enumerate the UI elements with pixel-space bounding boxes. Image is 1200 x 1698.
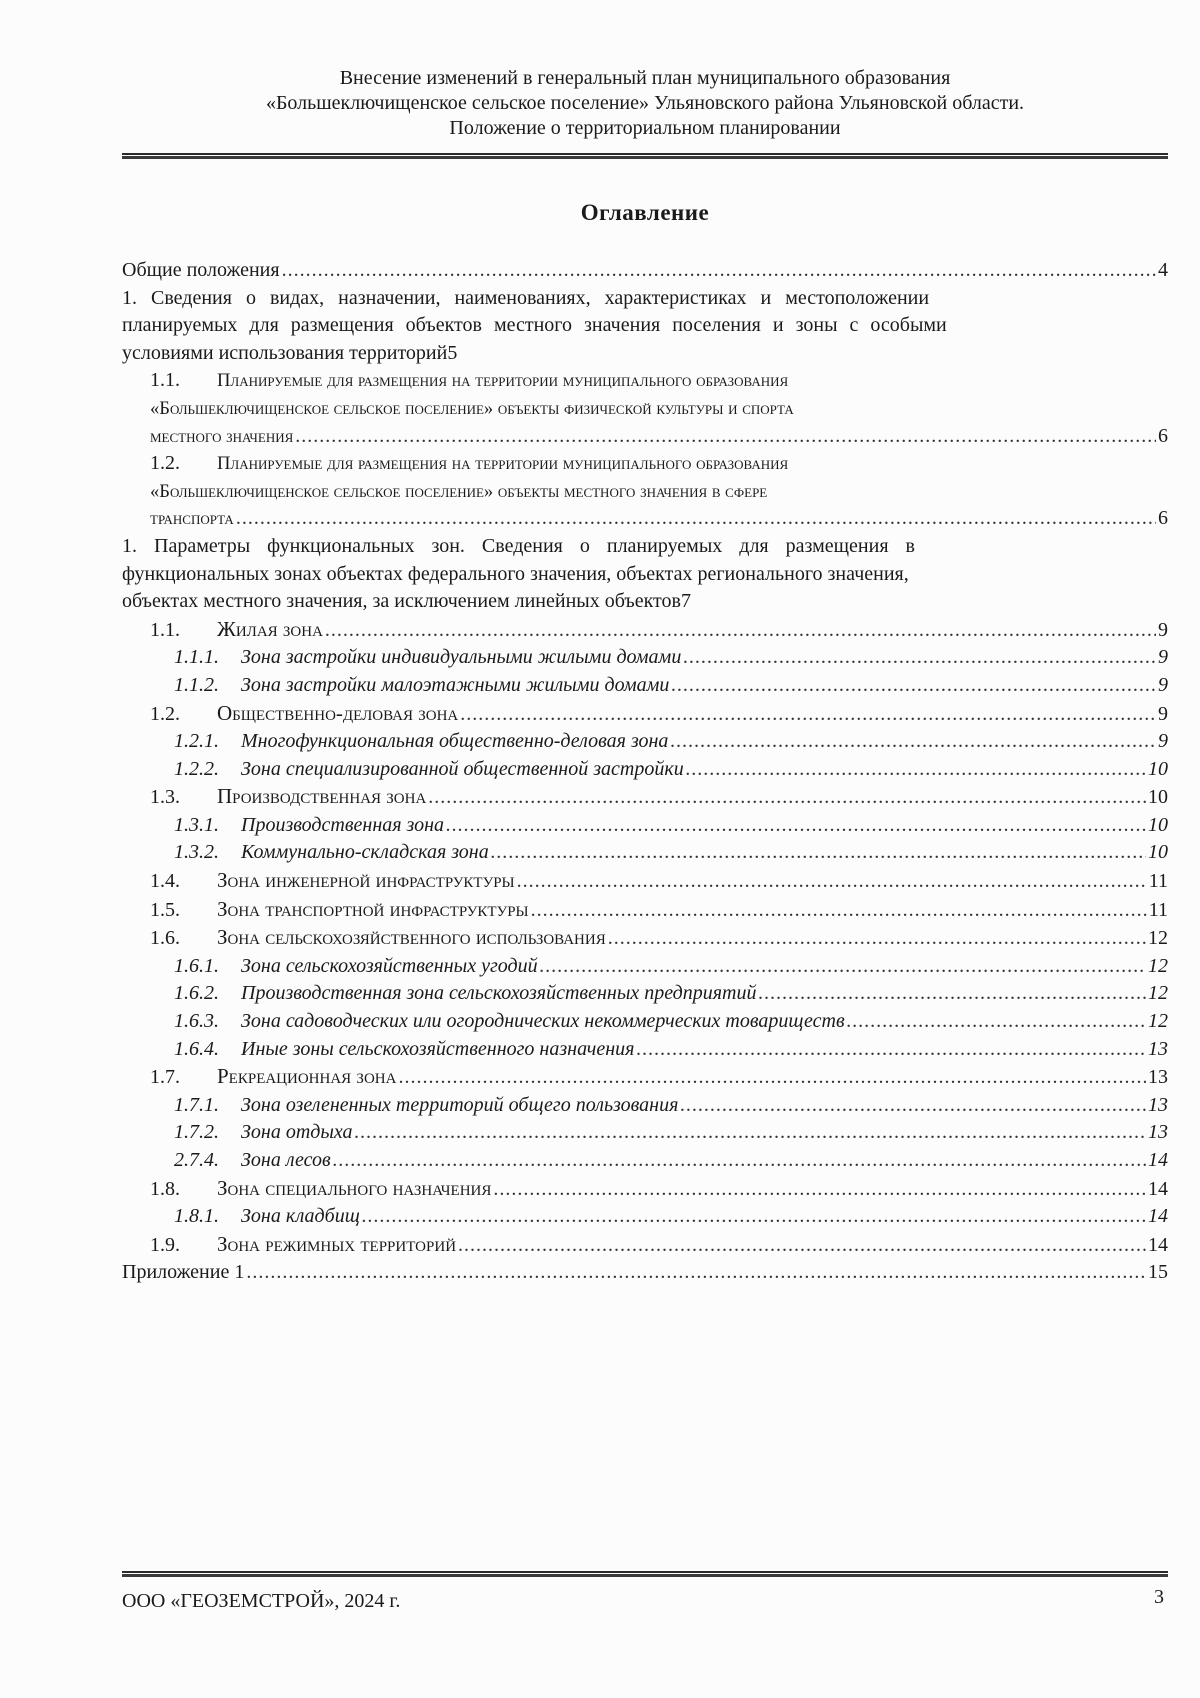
toc-entry-section-1-2[interactable] bbox=[122, 450, 1168, 533]
toc-entry-section-1-1[interactable] bbox=[122, 367, 1168, 450]
toc-entry-label bbox=[150, 616, 323, 645]
toc-entry-number: 1.8.1. bbox=[174, 1205, 219, 1228]
toc-entry-page: 14 bbox=[1148, 1149, 1168, 1171]
toc-entry-label: Общие положения bbox=[122, 259, 280, 281]
toc-entry-page: 9 bbox=[1158, 618, 1168, 641]
toc-entry-text: Жилая зона bbox=[217, 616, 323, 641]
dot-leader bbox=[428, 784, 1146, 812]
toc-entry-label bbox=[150, 924, 606, 953]
toc-entry-text: Зона транспортной инфраструктуры bbox=[217, 896, 529, 921]
toc-entry-page: 12 bbox=[1148, 954, 1168, 977]
dot-leader bbox=[608, 925, 1146, 953]
footer-company: ООО «ГЕОЗЕМСТРОЙ», 2024 г. bbox=[122, 1590, 401, 1612]
toc-entry-label bbox=[174, 1203, 360, 1231]
toc-entry-page: 14 bbox=[1148, 1233, 1168, 1256]
toc-entry-line: функциональных зонах объектах федерального значения, объектах регионального значения, bbox=[122, 562, 909, 585]
toc-entry-number: 1.7. bbox=[150, 1066, 180, 1089]
toc-entry-page: 11 bbox=[1148, 870, 1168, 893]
toc-entry-page: 13 bbox=[1148, 1093, 1168, 1116]
toc-entry-page: 9 bbox=[1158, 646, 1168, 669]
dot-leader bbox=[493, 1176, 1146, 1204]
toc-entry-number: 1.4. bbox=[150, 870, 180, 893]
toc-entry[interactable] bbox=[122, 1203, 1168, 1231]
toc-entry-label bbox=[174, 1092, 678, 1120]
dot-leader bbox=[758, 980, 1146, 1008]
toc-entry-page: 5 bbox=[447, 341, 458, 364]
toc-entry-text: Зона режимных территорий bbox=[217, 1231, 457, 1256]
toc-entry[interactable] bbox=[122, 1175, 1168, 1204]
toc-entry-text: Зона инженерной инфраструктуры bbox=[217, 868, 515, 893]
dot-leader bbox=[398, 1064, 1146, 1092]
toc-entry-label bbox=[150, 700, 458, 729]
toc-entry-label bbox=[150, 1175, 491, 1204]
toc-entry-page: 11 bbox=[1148, 898, 1168, 921]
dot-leader bbox=[458, 1232, 1146, 1260]
dot-leader bbox=[517, 868, 1147, 896]
toc-entry-page: 14 bbox=[1148, 1205, 1168, 1228]
dot-leader bbox=[236, 505, 1156, 533]
toc-entry-text: Производственная зона bbox=[217, 784, 427, 809]
dot-leader bbox=[491, 839, 1146, 867]
toc-entry[interactable] bbox=[122, 1119, 1168, 1147]
toc-entry-page: 10 bbox=[1148, 786, 1168, 809]
toc-entry-number: 1.6.2. bbox=[174, 982, 219, 1005]
dot-leader bbox=[670, 728, 1156, 756]
toc-entry[interactable] bbox=[122, 644, 1168, 672]
toc-entry-text: Рекреационная зона bbox=[217, 1064, 397, 1089]
dot-leader bbox=[686, 756, 1146, 784]
toc-entry[interactable] bbox=[122, 728, 1168, 756]
toc-entry-page: 13 bbox=[1148, 1121, 1168, 1144]
toc-entry-text: Зона сельскохозяйственного использования bbox=[217, 925, 606, 950]
footer-page-number: 3 bbox=[1154, 1586, 1164, 1608]
toc-entry-number: 1.1. bbox=[150, 618, 180, 641]
toc-entry[interactable] bbox=[122, 783, 1168, 812]
toc-entry[interactable] bbox=[122, 839, 1168, 867]
toc-entry-line: местного значения bbox=[150, 425, 294, 447]
toc-entry-label bbox=[174, 1147, 331, 1175]
toc-entry-page: 14 bbox=[1148, 1177, 1168, 1200]
dot-leader bbox=[355, 1119, 1146, 1147]
dot-leader bbox=[683, 644, 1156, 672]
toc-entry-page: 10 bbox=[1148, 813, 1168, 836]
dot-leader bbox=[680, 1092, 1146, 1120]
toc-entry-number: 1.6.4. bbox=[174, 1037, 219, 1060]
toc-entry-text: Зона озелененных территорий общего пользования bbox=[241, 1093, 679, 1116]
toc-entry-label bbox=[174, 1008, 845, 1036]
header-rule bbox=[122, 153, 1168, 159]
toc-entry-text: Зона лесов bbox=[241, 1149, 331, 1171]
toc-entry-text: Зона специального назначения bbox=[217, 1175, 492, 1200]
toc-entry-label bbox=[174, 728, 668, 756]
toc-entry-number: 1.5. bbox=[150, 898, 180, 921]
dot-leader bbox=[246, 1259, 1146, 1287]
toc-entry-page: 10 bbox=[1148, 757, 1168, 780]
toc-entry[interactable] bbox=[122, 953, 1168, 981]
toc-entry-page: 4 bbox=[1158, 259, 1168, 281]
toc-entry-label bbox=[150, 896, 529, 925]
toc-entry-page: 12 bbox=[1148, 1010, 1168, 1033]
toc-entry-section-2[interactable] bbox=[122, 533, 1168, 616]
toc-entry-page: 15 bbox=[1148, 1261, 1168, 1284]
toc-entry-number: 1.7.2. bbox=[174, 1121, 219, 1144]
toc-entry[interactable] bbox=[122, 980, 1168, 1008]
header-line-1: Внесение изменений в генеральный план муниципального образования bbox=[339, 67, 951, 89]
toc-entry[interactable] bbox=[122, 1231, 1168, 1260]
toc-entry[interactable] bbox=[122, 616, 1168, 645]
toc-entry-line: объектах местного значения, за исключением линейных объектов bbox=[122, 590, 681, 613]
toc-entry-page: 9 bbox=[1158, 702, 1168, 725]
toc-title: Оглавление bbox=[580, 200, 710, 225]
dot-leader bbox=[460, 701, 1156, 729]
toc-entry-number: 2.7.4. bbox=[174, 1149, 219, 1171]
toc-entry-page: 13 bbox=[1148, 1066, 1168, 1089]
toc-entry[interactable] bbox=[122, 1092, 1168, 1120]
toc-entry[interactable] bbox=[122, 1036, 1168, 1064]
dot-leader bbox=[531, 897, 1147, 925]
toc-entry-text: Зона сельскохозяйственных угодий bbox=[241, 954, 538, 977]
toc-entry-number: 1.1. bbox=[150, 369, 180, 392]
toc-entry-number: 1.6. bbox=[150, 927, 180, 950]
toc-entry-text: Зона специализированной общественной застройки bbox=[241, 757, 684, 780]
toc-entry-page: 7 bbox=[680, 590, 691, 613]
toc-entry-section-1[interactable] bbox=[122, 285, 1168, 368]
toc-entry-label bbox=[174, 1119, 353, 1147]
toc-entry-page: 6 bbox=[1158, 507, 1168, 530]
toc-entry-page: 6 bbox=[1158, 424, 1168, 447]
toc-entry-line: условиями использования территорий bbox=[122, 341, 448, 364]
toc-entry-label bbox=[174, 644, 681, 672]
toc-entry[interactable] bbox=[122, 672, 1168, 700]
toc-entry-label bbox=[174, 980, 756, 1008]
toc-entry-text: Зона застройки индивидуальными жилыми домами bbox=[241, 646, 682, 669]
toc-entry-line: Планируемые для размещения на территории муниципального образования bbox=[217, 370, 789, 392]
dot-leader bbox=[540, 953, 1146, 981]
toc-entry-text: Иные зоны сельскохозяйственного назначения bbox=[241, 1037, 635, 1060]
toc-entry[interactable] bbox=[122, 812, 1168, 840]
toc-entry-number: 1.7.1. bbox=[174, 1093, 219, 1116]
toc-entry-label bbox=[174, 1036, 634, 1064]
toc-entry[interactable] bbox=[122, 867, 1168, 896]
toc-entry-label bbox=[150, 1063, 396, 1092]
toc-entry-label bbox=[174, 812, 444, 840]
dot-leader bbox=[325, 617, 1156, 645]
toc-entry[interactable] bbox=[122, 1008, 1168, 1036]
toc-entry-number: 1.1.2. bbox=[174, 673, 219, 696]
toc-entry[interactable] bbox=[122, 1147, 1168, 1175]
toc-entry[interactable] bbox=[122, 1063, 1168, 1092]
toc-entry-page: 12 bbox=[1148, 927, 1168, 950]
toc-entry-label bbox=[174, 839, 489, 867]
table-of-contents bbox=[122, 257, 1168, 1287]
document-header bbox=[122, 66, 1168, 141]
toc-entry-number: 1.2. bbox=[150, 452, 180, 475]
toc-entry-line: «Большеключищенское сельское поселение» объекты местного значения в сфере bbox=[150, 480, 768, 502]
toc-entry-text: Многофункциональная общественно-деловая зона bbox=[241, 730, 669, 753]
header-line-3: Положение о территориальном планировании bbox=[449, 117, 841, 139]
toc-entry-number: 1.3. bbox=[150, 786, 180, 809]
dot-leader bbox=[362, 1203, 1146, 1231]
toc-entry-line: 1. Сведения о видах, назначении, наименованиях, характеристиках и местоположении bbox=[122, 286, 930, 309]
toc-entry-text: Коммунально-складская зона bbox=[241, 841, 489, 864]
toc-entry-line: «Большеключищенское сельское поселение» объекты физической культуры и спорта bbox=[150, 397, 794, 419]
toc-entry-text: Зона застройки малоэтажными жилыми домами bbox=[241, 673, 670, 696]
toc-entry-page: 10 bbox=[1148, 841, 1168, 864]
toc-entry-line: транспорта bbox=[150, 508, 234, 530]
toc-entry-text: Производственная зона сельскохозяйственных предприятий bbox=[241, 982, 757, 1005]
footer-rule bbox=[122, 1571, 1168, 1577]
header-line-2: «Большеключищенское сельское поселение» Ульяновского района Ульяновской области. bbox=[265, 92, 1025, 114]
toc-entry-appendix[interactable] bbox=[122, 1259, 1168, 1287]
toc-entry-number: 1.2. bbox=[150, 702, 180, 725]
toc-entry-page: 12 bbox=[1148, 982, 1168, 1005]
toc-entry-line: Планируемые для размещения на территории муниципального образования bbox=[217, 453, 789, 475]
toc-entry-text: Зона садоводческих или огороднических некоммерческих товариществ bbox=[241, 1010, 845, 1033]
toc-entry-text: Зона кладбищ bbox=[241, 1205, 360, 1228]
toc-entry-line: планируемых для размещения объектов местного значения поселения и зоны с особыми bbox=[122, 314, 947, 337]
toc-entry-number: 1.3.1. bbox=[174, 813, 219, 836]
toc-entry-text: Производственная зона bbox=[241, 813, 444, 836]
toc-entry[interactable] bbox=[122, 700, 1168, 729]
toc-entry-line: 1. Параметры функциональных зон. Сведения о планируемых для размещения в bbox=[122, 534, 915, 557]
toc-entry-number: 1.2.2. bbox=[174, 757, 219, 780]
dot-leader bbox=[282, 257, 1156, 285]
toc-entry-number: 1.9. bbox=[150, 1233, 180, 1256]
toc-entry-number: 1.3.2. bbox=[174, 841, 219, 864]
toc-entry-number: 1.1.1. bbox=[174, 646, 219, 669]
toc-entry-page: 9 bbox=[1158, 673, 1168, 696]
toc-entry-number: 1.6.1. bbox=[174, 954, 219, 977]
toc-entry-number: 1.2.1. bbox=[174, 730, 219, 753]
toc-entry-label bbox=[150, 783, 426, 812]
dot-leader bbox=[333, 1147, 1146, 1175]
toc-entry-number: 1.8. bbox=[150, 1177, 180, 1200]
toc-entry-label bbox=[174, 756, 684, 784]
toc-entry-label bbox=[150, 867, 515, 896]
toc-entry-page: 9 bbox=[1158, 730, 1168, 753]
toc-entry-label bbox=[174, 953, 538, 981]
dot-leader bbox=[847, 1008, 1146, 1036]
toc-entry[interactable] bbox=[122, 896, 1168, 925]
toc-entry[interactable] bbox=[122, 924, 1168, 953]
toc-entry-label bbox=[174, 672, 669, 700]
toc-entry-label: Приложение 1 bbox=[122, 1261, 245, 1284]
dot-leader bbox=[295, 423, 1156, 451]
dot-leader bbox=[636, 1036, 1146, 1064]
toc-entry-number: 1.6.3. bbox=[174, 1010, 219, 1033]
toc-entries-list bbox=[122, 616, 1168, 1260]
toc-entry-general[interactable] bbox=[122, 257, 1168, 285]
dot-leader bbox=[671, 672, 1156, 700]
toc-entry-text: Зона отдыха bbox=[241, 1121, 353, 1144]
toc-entry-label bbox=[150, 1231, 456, 1260]
toc-entry-text: Общественно-деловая зона bbox=[217, 700, 459, 725]
toc-entry-page: 13 bbox=[1148, 1037, 1168, 1060]
dot-leader bbox=[446, 812, 1146, 840]
toc-entry[interactable] bbox=[122, 756, 1168, 784]
